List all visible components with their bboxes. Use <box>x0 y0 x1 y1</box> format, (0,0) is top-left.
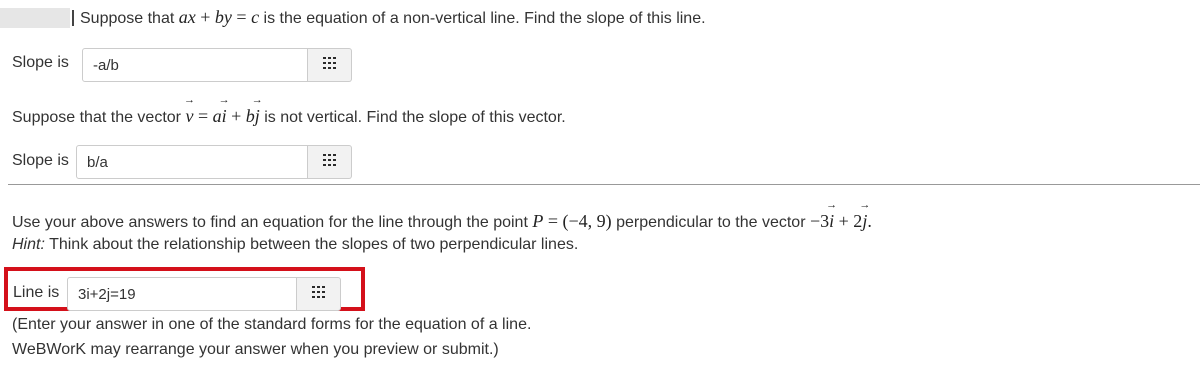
section-divider <box>8 184 1200 185</box>
hint-text <box>12 236 578 254</box>
line-label: Line is <box>13 284 60 301</box>
grid-icon <box>323 153 337 171</box>
slope-label-2: Slope is <box>12 152 69 169</box>
question-1-prefix: Suppose that <box>80 10 179 27</box>
question-3-vector: −3→ i + 2→ j. <box>810 211 872 231</box>
question-2-prefix: Suppose that the vector <box>12 109 186 126</box>
question-2-suffix: is not vertical. Find the slope of this vector. <box>259 109 566 126</box>
slope-input-2[interactable] <box>76 145 308 179</box>
answer-group-3 <box>67 277 341 311</box>
redacted-region <box>0 8 70 28</box>
format-note-2: WeBWorK may rearrange your answer when you preview or submit.) <box>12 341 499 358</box>
question-3-middle: perpendicular to the vector <box>611 214 810 231</box>
question-2-vector: → v = a→ i + b→ j <box>185 106 259 126</box>
question-1-text <box>80 7 706 28</box>
hint-label: Hint: <box>12 236 45 253</box>
question-2-text <box>12 106 566 127</box>
hint-body: Think about the relationship between the slopes of two perpendicular lines. <box>44 236 579 253</box>
slope-input-1[interactable] <box>82 48 308 82</box>
question-1-suffix: is the equation of a non-vertical line. Find the slope of this line. <box>259 10 706 27</box>
answer-group-2 <box>76 145 352 179</box>
answer-group-1 <box>82 48 352 82</box>
equation-editor-button-1[interactable] <box>308 48 352 82</box>
line-input[interactable] <box>67 277 297 311</box>
equation-editor-button-2[interactable] <box>308 145 352 179</box>
format-note-1: (Enter your answer in one of the standard forms for the equation of a line. <box>12 316 532 333</box>
grid-icon <box>312 285 326 303</box>
grid-icon <box>323 56 337 74</box>
question-3-prefix: Use your above answers to find an equation for the line through the point <box>12 214 533 231</box>
equation-editor-button-3[interactable] <box>297 277 341 311</box>
question-1-equation: ax + by = c <box>178 7 260 27</box>
question-3-point: P = (−4, 9) <box>532 211 612 231</box>
slope-label-1: Slope is <box>12 54 69 71</box>
question-3-text <box>12 211 872 232</box>
